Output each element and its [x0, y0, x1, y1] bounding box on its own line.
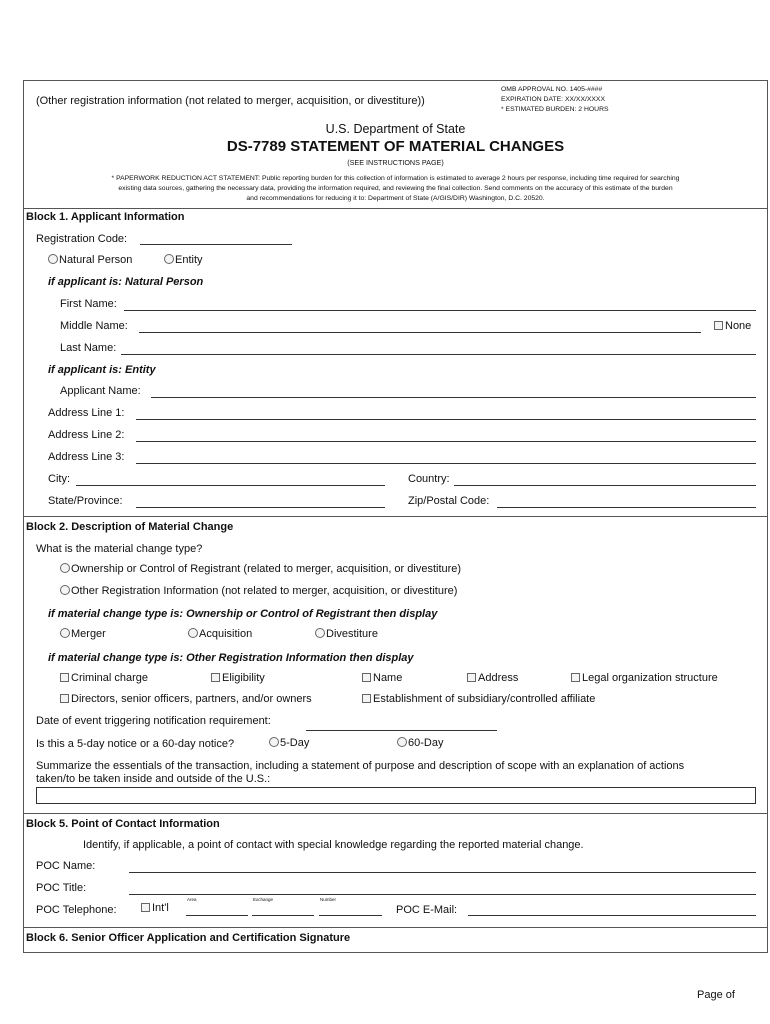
if-other-heading: if material change type is: Other Registration Information then display: [48, 652, 414, 664]
divider-block1: [23, 516, 768, 517]
address-line3-field[interactable]: [136, 463, 756, 464]
directors-officers-checkbox[interactable]: Directors, senior officers, partners, and/or owners: [60, 693, 312, 705]
divider-block2: [23, 813, 768, 814]
middle-name-none-checkbox[interactable]: None: [714, 320, 751, 332]
department-name: U.S. Department of State: [325, 122, 466, 136]
divider-header: [23, 208, 768, 209]
middle-name-label: Middle Name:: [60, 320, 128, 332]
poc-email-field[interactable]: [468, 915, 756, 916]
address-line2-label: Address Line 2:: [48, 429, 125, 441]
omb-approval: OMB APPROVAL NO. 1405-####: [501, 86, 603, 93]
checkbox-icon: [141, 903, 150, 912]
address-line1-label: Address Line 1:: [48, 407, 125, 419]
criminal-charge-checkbox[interactable]: Criminal charge: [60, 672, 148, 684]
block1-title: Block 1. Applicant Information: [26, 211, 185, 223]
first-name-label: First Name:: [60, 298, 117, 310]
summarize-instructions-1: Summarize the essentials of the transaction, including a statement of purpose and description of scope with an explanation of actions: [36, 760, 685, 772]
poc-title-label: POC Title:: [36, 882, 87, 894]
transaction-summary-textarea[interactable]: [36, 787, 756, 804]
poc-name-field[interactable]: [129, 872, 756, 873]
name-checkbox[interactable]: Name: [362, 672, 402, 684]
page-number: Page of: [697, 989, 735, 1001]
notice-type-question: Is this a 5-day notice or a 60-day notice?: [36, 738, 235, 750]
radio-circle-icon: [60, 628, 70, 638]
exchange-field[interactable]: [252, 915, 314, 916]
ownership-control-radio[interactable]: Ownership or Control of Registrant (related to merger, acquisition, or divestiture): [60, 563, 461, 575]
radio-circle-icon: [188, 628, 198, 638]
poc-email-label: POC E-Mail:: [396, 904, 458, 916]
checkbox-icon: [714, 321, 723, 330]
address-line3-label: Address Line 3:: [48, 451, 125, 463]
radio-circle-icon: [60, 563, 70, 573]
registration-code-label: Registration Code:: [36, 233, 128, 245]
area-code-caption: Area: [187, 897, 197, 902]
poc-title-field[interactable]: [129, 894, 756, 895]
if-ownership-heading: if material change type is: Ownership or Control of Registrant then display: [48, 608, 438, 620]
instructions-note: (SEE INSTRUCTIONS PAGE): [347, 158, 444, 167]
area-code-field[interactable]: [186, 915, 248, 916]
checkbox-icon: [60, 694, 69, 703]
five-day-radio[interactable]: 5-Day: [269, 737, 309, 749]
summarize-instructions-2: taken/to be taken inside and outside of the U.S.:: [36, 773, 271, 785]
checkbox-icon: [571, 673, 580, 682]
date-event-label: Date of event triggering notification requirement:: [36, 715, 271, 727]
country-label: Country:: [408, 473, 450, 485]
registration-code-field[interactable]: [140, 244, 292, 245]
zip-postal-field[interactable]: [497, 507, 756, 508]
acquisition-radio[interactable]: Acquisition: [188, 628, 252, 640]
establishment-subsidiary-checkbox[interactable]: Establishment of subsidiary/controlled affiliate: [362, 693, 595, 705]
phone-number-field[interactable]: [319, 915, 382, 916]
radio-circle-icon: [397, 737, 407, 747]
first-name-field[interactable]: [124, 310, 756, 311]
block6-title: Block 6. Senior Officer Application and Certification Signature: [26, 932, 351, 944]
paperwork-statement-2: existing data sources, gathering the necessary data, providing the information required, and reviewing the final collection. Send comments on the accuracy of this estimate of the burden: [118, 185, 673, 192]
checkbox-icon: [60, 673, 69, 682]
radio-circle-icon: [60, 585, 70, 595]
city-field[interactable]: [76, 485, 385, 486]
merger-radio[interactable]: Merger: [60, 628, 106, 640]
other-registration-radio[interactable]: Other Registration Information (not related to merger, acquisition, or divestiture): [60, 585, 457, 597]
paperwork-statement-3: and recommendations for reducing it to: Department of State (A/GIS/DIR) Washington, D.C. 20520.: [246, 195, 545, 202]
if-entity-heading: if applicant is: Entity: [48, 364, 156, 376]
address-line1-field[interactable]: [136, 419, 756, 420]
address-checkbox[interactable]: Address: [467, 672, 518, 684]
checkbox-icon: [211, 673, 220, 682]
radio-circle-icon: [269, 737, 279, 747]
legal-organization-checkbox[interactable]: Legal organization structure: [571, 672, 718, 684]
checkbox-icon: [362, 673, 371, 682]
intl-phone-checkbox[interactable]: Int'l: [141, 902, 169, 914]
middle-name-field[interactable]: [139, 332, 701, 333]
eligibility-checkbox[interactable]: Eligibility: [211, 672, 265, 684]
state-province-label: State/Province:: [48, 495, 123, 507]
number-caption: Number: [320, 897, 337, 902]
block2-title: Block 2. Description of Material Change: [26, 521, 234, 533]
poc-name-label: POC Name:: [36, 860, 96, 872]
expiration-date: EXPIRATION DATE: XX/XX/XXXX: [501, 96, 605, 103]
divider-block5: [23, 927, 768, 928]
estimated-burden: * ESTIMATED BURDEN: 2 HOURS: [501, 106, 609, 113]
zip-postal-label: Zip/Postal Code:: [408, 495, 490, 507]
applicant-name-label: Applicant Name:: [60, 385, 141, 397]
change-type-question: What is the material change type?: [36, 543, 203, 555]
poc-telephone-label: POC Telephone:: [36, 904, 117, 916]
radio-circle-icon: [315, 628, 325, 638]
paperwork-statement-1: * PAPERWORK REDUCTION ACT STATEMENT: Public reporting burden for this collection of information is estimated to average 2 hours per response, including time required for searching: [111, 175, 680, 182]
exchange-caption: Exchange: [253, 897, 274, 902]
poc-identify-text: Identify, if applicable, a point of contact with special knowledge regarding the reported material change.: [83, 839, 584, 851]
entity-radio[interactable]: Entity: [164, 254, 203, 266]
radio-circle-icon: [164, 254, 174, 264]
state-province-field[interactable]: [136, 507, 385, 508]
checkbox-icon: [467, 673, 476, 682]
radio-circle-icon: [48, 254, 58, 264]
address-line2-field[interactable]: [136, 441, 756, 442]
block5-title: Block 5. Point of Contact Information: [26, 818, 220, 830]
form-subtitle: (Other registration information (not related to merger, acquisition, or divestiture)): [36, 95, 425, 107]
divestiture-radio[interactable]: Divestiture: [315, 628, 378, 640]
city-label: City:: [48, 473, 70, 485]
last-name-label: Last Name:: [60, 342, 117, 354]
last-name-field[interactable]: [121, 354, 756, 355]
natural-person-radio[interactable]: Natural Person: [48, 254, 132, 266]
checkbox-icon: [362, 694, 371, 703]
sixty-day-radio[interactable]: 60-Day: [397, 737, 443, 749]
country-field[interactable]: [454, 485, 756, 486]
date-event-field[interactable]: [306, 730, 497, 731]
if-natural-person-heading: if applicant is: Natural Person: [48, 276, 204, 288]
page-title: DS-7789 STATEMENT OF MATERIAL CHANGES: [226, 138, 565, 155]
applicant-name-field[interactable]: [151, 397, 756, 398]
